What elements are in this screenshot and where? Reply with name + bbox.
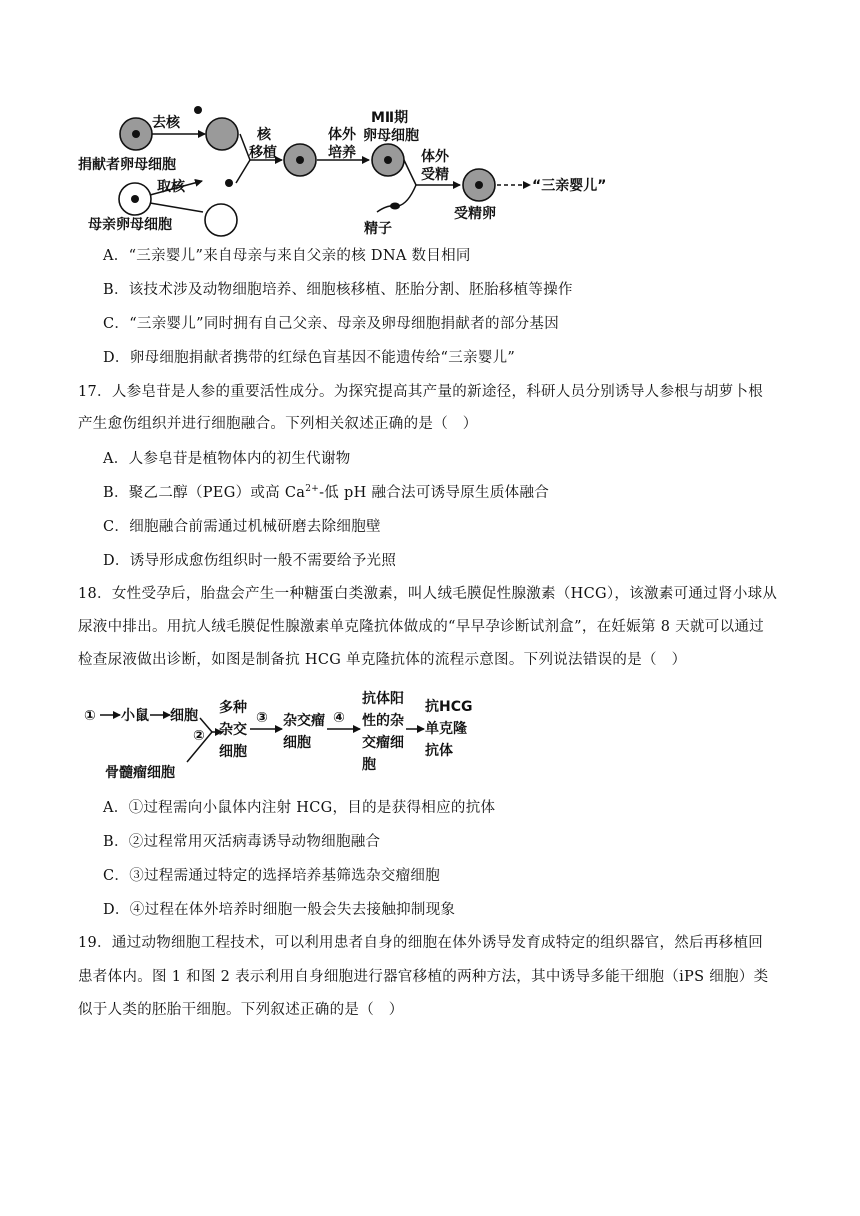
q17-option-b-superscript: 2+ xyxy=(305,484,320,494)
q18-option-c: C．③过程需通过特定的选择培养基筛选杂交瘤细胞 xyxy=(103,868,440,884)
reconstructed-cell xyxy=(284,144,316,176)
zygote-cell xyxy=(463,169,495,201)
take-nucleus-label: 取核 xyxy=(157,179,185,195)
q17-option-b-text-post: -低 pH 融合法可诱导原生质体融合 xyxy=(319,485,550,501)
culture-label-2: 培养 xyxy=(328,145,356,161)
sperm-label: 精子 xyxy=(364,221,392,237)
q18-option-d: D．④过程在体外培养时细胞一般会失去接触抑制现象 xyxy=(103,902,456,918)
three-parent-baby-label: “三亲婴儿” xyxy=(532,178,607,194)
extracted-nucleus xyxy=(225,179,233,187)
mother-oocyte-cell xyxy=(119,183,151,215)
transfer-label-2: 移植 xyxy=(249,145,277,161)
q17-stem-line-2: 产生愈伤组织并进行细胞融合。下列相关叙述正确的是（ ） xyxy=(78,416,478,432)
q19-stem-line-2: 患者体内。图 1 和图 2 表示利用自身细胞进行器官移植的两种方法，其中诱导多能干细胞（iPS 细胞）类 xyxy=(78,969,769,985)
multi-hybrid-label-3: 细胞 xyxy=(219,744,247,760)
q17-stem-line-1: 17．人参皂苷是人参的重要活性成分。为探究提高其产量的新途径，科研人员分别诱导人参根与胡萝卜根 xyxy=(78,384,764,400)
hybridoma-label-2: 细胞 xyxy=(283,735,311,751)
spleen-cell-label: 细胞 xyxy=(170,708,198,724)
q19-stem-line-1: 19．通过动物细胞工程技术，可以利用患者自身的细胞在体外诱导发育成特定的组织器官，然后再移植回 xyxy=(78,935,764,951)
fertilization-label-1: 体外 xyxy=(421,149,449,165)
positive-hybridoma-label-2: 性的杂 xyxy=(362,713,404,729)
q17-option-b-text-pre: B．聚乙二醇（PEG）或高 Ca xyxy=(103,485,306,501)
step-4-marker: ④ xyxy=(333,710,345,726)
q17-option-c: C．细胞融合前需通过机械研磨去除细胞壁 xyxy=(103,519,381,535)
q18-option-a: A．①过程需向小鼠体内注射 HCG，目的是获得相应的抗体 xyxy=(103,800,496,816)
culture-label-1: 体外 xyxy=(328,127,356,143)
removed-nucleus xyxy=(194,106,202,114)
q16-option-a: A．“三亲婴儿”来自母亲与来自父亲的核 DNA 数目相同 xyxy=(103,248,471,264)
multi-hybrid-label-2: 杂交 xyxy=(219,722,247,738)
mii-label-2: 卵母细胞 xyxy=(363,128,419,144)
donor-oocyte-cell xyxy=(120,118,152,150)
step-1-marker: ① xyxy=(84,708,96,724)
q18-stem-line-3: 检查尿液做出诊断，如图是制备抗 HCG 单克隆抗体的流程示意图。下列说法错误的是（ ） xyxy=(78,652,687,668)
q18-option-b: B．②过程常用灭活病毒诱导动物细胞融合 xyxy=(103,834,381,850)
donor-oocyte-label: 捐献者卵母细胞 xyxy=(78,157,176,173)
anti-hcg-antibody-label-2: 单克隆 xyxy=(425,721,467,737)
q18-stem-line-2: 尿液中排出。用抗人绒毛膜促性腺激素单克隆抗体做成的“早早孕诊断试剂盒”，在妊娠第 8 天就可以通过 xyxy=(78,619,764,635)
sperm-icon xyxy=(390,203,400,210)
positive-hybridoma-label-1: 抗体阳 xyxy=(362,691,404,707)
myeloma-cell-label: 骨髓瘤细胞 xyxy=(105,765,175,781)
enucleated-mother-cell xyxy=(205,204,237,236)
positive-hybridoma-label-4: 胞 xyxy=(362,757,376,773)
remove-nucleus-label: 去核 xyxy=(152,115,180,131)
step-3-marker: ③ xyxy=(256,710,268,726)
monoclonal-antibody-flow-diagram xyxy=(0,680,860,790)
q17-option-d: D．诱导形成愈伤组织时一般不需要给予光照 xyxy=(103,553,397,569)
q16-option-c: C．“三亲婴儿”同时拥有自己父亲、母亲及卵母细胞捐献者的部分基因 xyxy=(103,316,560,332)
step-2-marker: ② xyxy=(193,728,205,744)
q19-stem-line-3: 似于人类的胚胎干细胞。下列叙述正确的是（ ） xyxy=(78,1002,404,1018)
anti-hcg-antibody-label-3: 抗体 xyxy=(425,743,453,759)
mother-oocyte-label: 母亲卵母细胞 xyxy=(88,217,172,233)
anti-hcg-antibody-label-1: 抗HCG xyxy=(425,699,473,715)
positive-hybridoma-label-3: 交瘤细 xyxy=(362,735,404,751)
q16-option-b: B．该技术涉及动物细胞培养、细胞核移植、胚胎分割、胚胎移植等操作 xyxy=(103,282,573,298)
q17-option-a: A．人参皂苷是植物体内的初生代谢物 xyxy=(103,451,351,467)
mouse-label: 小鼠 xyxy=(121,708,149,724)
q17-option-b xyxy=(103,482,549,504)
mii-label-1: MⅡ期 xyxy=(371,110,409,126)
q16-option-d: D．卵母细胞捐献者携带的红绿色盲基因不能遗传给“三亲婴儿” xyxy=(103,350,516,366)
multi-hybrid-label-1: 多种 xyxy=(219,700,247,716)
mii-oocyte-cell xyxy=(372,144,404,176)
hybridoma-label-1: 杂交瘤 xyxy=(283,713,325,729)
three-parent-baby-diagram xyxy=(0,0,860,240)
transfer-label-1: 核 xyxy=(257,127,271,143)
q18-stem-line-1: 18．女性受孕后，胎盘会产生一种糖蛋白类激素，叫人绒毛膜促性腺激素（HCG），该激素可通过肾小球从 xyxy=(78,586,778,602)
fertilization-label-2: 受精 xyxy=(421,167,449,183)
enucleated-donor-cell xyxy=(206,118,238,150)
zygote-label: 受精卵 xyxy=(454,206,496,222)
